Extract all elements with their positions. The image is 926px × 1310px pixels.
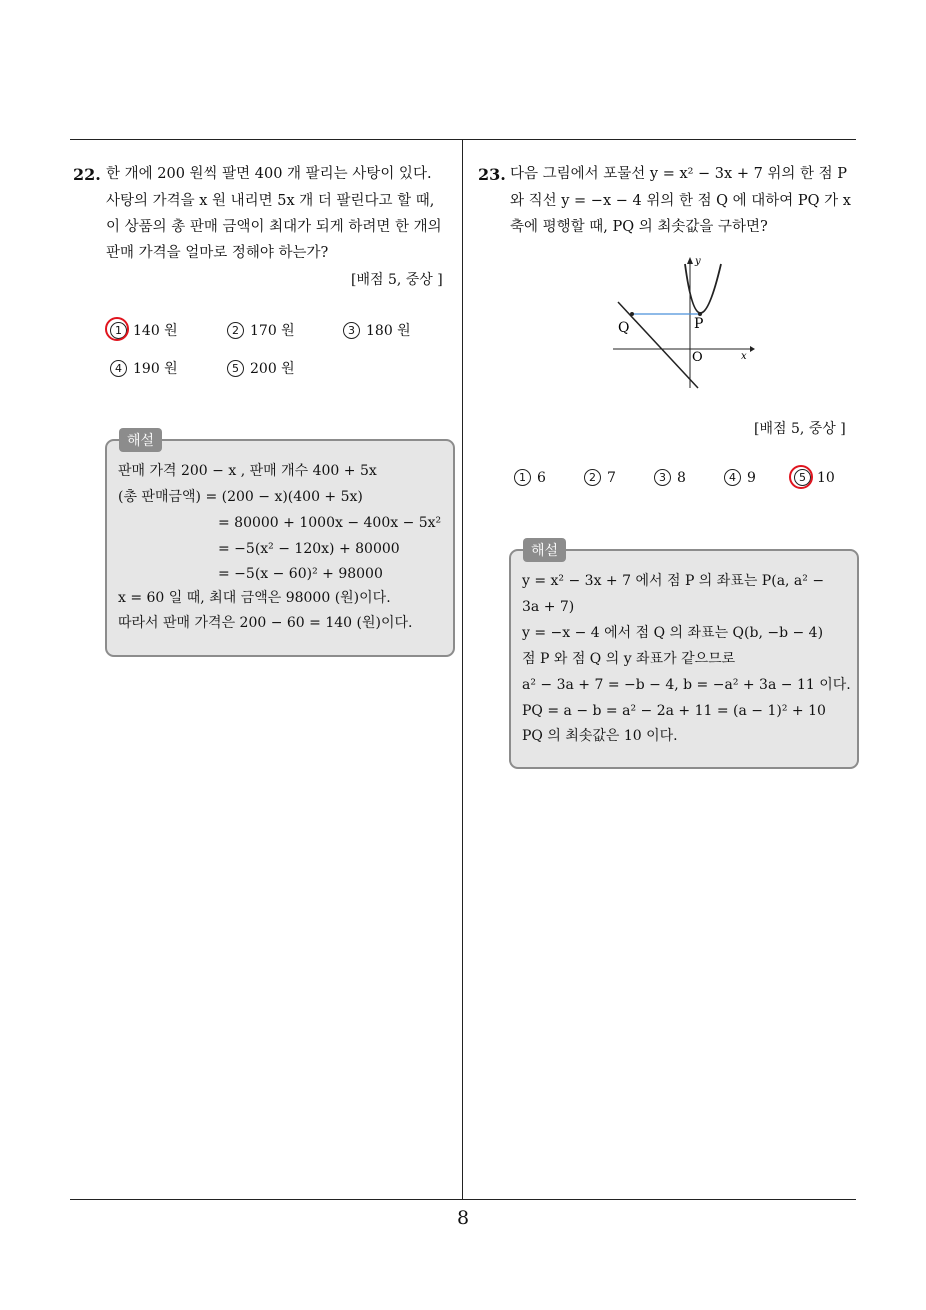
x-axis-arrow [750,346,755,352]
choice-text: 9 [747,470,756,486]
q22-solution-line-3: = 80000 + 1000x − 400x − 5x² [218,515,442,531]
q22-line-1: 한 개에 200 원씩 팔면 400 개 팔리는 사탕이 있다. [106,166,432,182]
q23-number: 23. [478,165,506,184]
q23-score: [배점 5, 중상 ] [754,421,846,437]
choice-text: 140 원 [133,323,178,339]
q23-line-1: 다음 그림에서 포물선 y = x² − 3x + 7 위의 한 점 P [510,166,848,182]
point-q-label: Q [618,320,630,336]
choice-text: 6 [537,470,546,486]
q22-choice-3[interactable] [343,320,411,340]
q23-choice-2[interactable] [584,469,616,486]
y-axis-label: y [695,256,701,267]
choice-text: 8 [677,470,686,486]
choice-text: 10 [817,470,835,486]
q22-line-4: 판매 가격을 얼마로 정해야 하는가? [106,245,329,261]
q22-solution-line-2: (총 판매금액) = (200 − x)(400 + 5x) [118,489,363,505]
choice-number: 4 [110,360,127,377]
choice-number: 2 [584,469,601,486]
y-axis-arrow [687,257,693,264]
x-axis-label: x [741,351,747,362]
q22-choice-5[interactable] [227,358,295,378]
choice-text: 200 원 [250,361,295,377]
q22-solution-line-4: = −5(x² − 120x) + 80000 [218,541,400,557]
q23-line-3: 축에 평행할 때, PQ 의 최솟값을 구하면? [510,219,768,235]
choice-number: 4 [724,469,741,486]
q23-solution-line-3: y = −x − 4 에서 점 Q 의 좌표는 Q(b, −b − 4) [522,625,824,641]
q23-line-2: 와 직선 y = −x − 4 위의 한 점 Q 에 대하여 PQ 가 x [510,193,851,209]
choice-number: 3 [343,322,360,339]
q23-answer-mark [789,465,813,489]
choice-number: 3 [654,469,671,486]
page-number: 8 [456,1207,470,1229]
top-rule [70,139,856,140]
choice-text: 180 원 [366,323,411,339]
q23-solution-line-4: 점 P 와 점 Q 의 y 좌표가 같으므로 [522,651,736,667]
q22-solution-line-5: = −5(x − 60)² + 98000 [218,566,383,582]
q23-choice-4[interactable] [724,469,756,486]
q22-line-2: 사탕의 가격을 x 원 내리면 5x 개 더 팔린다고 할 때, [106,193,435,209]
bottom-rule [70,1199,856,1200]
choice-number: 2 [227,322,244,339]
column-divider [462,139,463,1200]
q23-solution-line-1: y = x² − 3x + 7 에서 점 P 의 좌표는 P(a, a² − [522,573,825,589]
choice-number: 1 [110,322,127,339]
q23-solution-tab: 해설 [523,538,566,562]
choice-number: 1 [514,469,531,486]
q23-graph [605,252,765,392]
line-graph [618,302,698,388]
choice-number: 5 [227,360,244,377]
q23-choice-3[interactable] [654,469,686,486]
choice-text: 190 원 [133,361,178,377]
q22-line-3: 이 상품의 총 판매 금액이 최대가 되게 하려면 한 개의 [106,219,442,235]
point-q-dot [630,312,634,316]
q22-solution-line-6: x = 60 일 때, 최대 금액은 98000 (원)이다. [118,590,391,606]
q22-solution-line-7: 따라서 판매 가격은 200 − 60 = 140 (원)이다. [118,615,413,631]
q23-choice-1[interactable] [514,469,546,486]
point-p-label: P [694,316,704,332]
q22-solution-line-1: 판매 가격 200 − x , 판매 개수 400 + 5x [118,463,377,479]
q22-score: [배점 5, 중상 ] [351,272,443,288]
q22-solution-tab: 해설 [119,428,162,452]
q22-answer-mark [105,317,129,341]
origin-label: O [692,350,703,365]
q22-choice-4[interactable] [110,358,178,378]
q22-number: 22. [73,165,101,184]
q22-choice-2[interactable] [227,320,295,340]
q23-solution-line-2: 3a + 7) [522,599,575,615]
choice-number: 5 [794,469,811,486]
choice-text: 170 원 [250,323,295,339]
q23-solution-line-5: a² − 3a + 7 = −b − 4, b = −a² + 3a − 11 이다. [522,677,851,693]
q23-solution-line-7: PQ 의 최솟값은 10 이다. [522,728,678,744]
q23-solution-line-6: PQ = a − b = a² − 2a + 11 = (a − 1)² + 10 [522,703,826,719]
choice-text: 7 [607,470,616,486]
